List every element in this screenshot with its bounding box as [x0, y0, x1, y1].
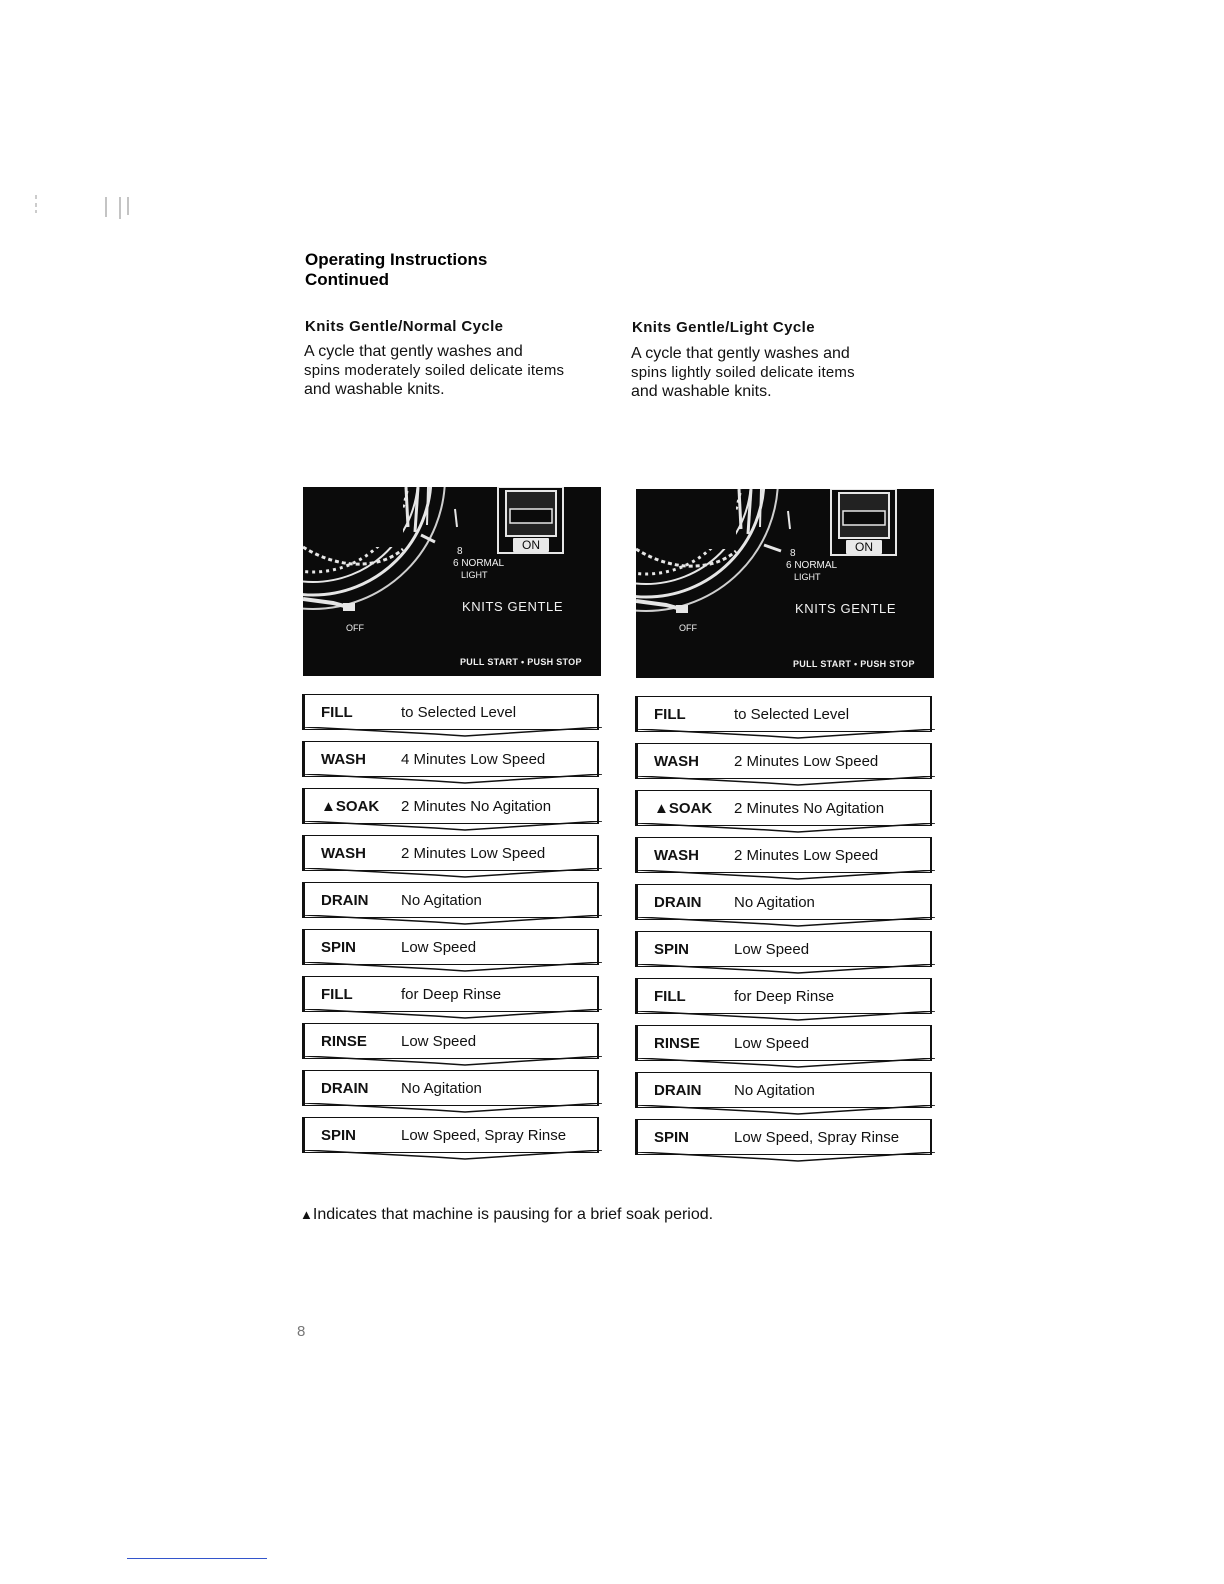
cycle-description-normal	[304, 342, 604, 399]
step-name: SPIN	[321, 1127, 357, 1144]
cycle-step	[635, 931, 932, 967]
cycle-step	[635, 790, 932, 826]
cycle-steps-light	[635, 696, 932, 1166]
step-arrow	[305, 1009, 602, 1019]
step-name: FILL	[654, 706, 686, 723]
dial-mark-8: 8	[457, 546, 463, 557]
cycle-step	[635, 1119, 932, 1155]
dial-mark-8: 8	[790, 548, 796, 559]
pull-start-label: PULL START • PUSH STOP	[793, 659, 915, 669]
step-arrow	[305, 821, 602, 831]
cycle-step	[635, 743, 932, 779]
cycle-step	[302, 1070, 599, 1106]
cycle-title-light: Knits Gentle/Light Cycle	[632, 319, 815, 336]
step-description: 2 Minutes No Agitation	[401, 798, 552, 815]
desc-line: A cycle that gently washes and	[631, 345, 850, 362]
step-description: No Agitation	[401, 892, 482, 909]
step-arrow	[305, 1150, 602, 1160]
page-number: 8	[297, 1323, 306, 1340]
step-name: DRAIN	[654, 1082, 702, 1099]
step-description: to Selected Level	[401, 704, 517, 721]
soak-footnote	[300, 1206, 713, 1224]
cycle-step	[302, 788, 599, 824]
step-arrow	[305, 868, 602, 878]
step-description: No Agitation	[734, 894, 815, 911]
step-arrow	[638, 1105, 935, 1115]
cycle-step	[635, 1025, 932, 1061]
on-indicator: ON	[846, 540, 882, 554]
step-description: 4 Minutes Low Speed	[401, 751, 546, 768]
step-name: WASH	[321, 751, 366, 768]
step-name: DRAIN	[654, 894, 702, 911]
step-name: ▲SOAK	[654, 800, 713, 817]
page-heading	[305, 250, 487, 290]
desc-line: A cycle that gently washes and	[304, 343, 523, 360]
dial-mark-normal: 6 NORMAL	[453, 558, 505, 569]
step-arrow	[638, 776, 935, 786]
cycle-step	[302, 835, 599, 871]
step-description: for Deep Rinse	[734, 988, 835, 1005]
triangle-icon: ▲	[300, 1207, 313, 1222]
step-description: No Agitation	[401, 1080, 482, 1097]
step-arrow	[638, 964, 935, 974]
pull-start-label: PULL START • PUSH STOP	[460, 657, 582, 667]
on-indicator: ON	[513, 538, 549, 552]
step-name: RINSE	[654, 1035, 700, 1052]
cycle-step	[302, 741, 599, 777]
cycle-step	[635, 1072, 932, 1108]
step-name: SPIN	[654, 941, 690, 958]
step-arrow	[638, 729, 935, 739]
cycle-step	[302, 1023, 599, 1059]
step-name: DRAIN	[321, 1080, 369, 1097]
step-description: Low Speed	[401, 939, 477, 956]
cycle-step	[635, 696, 932, 732]
step-description: to Selected Level	[734, 706, 850, 723]
margin-ticks	[100, 195, 140, 220]
step-name: ▲SOAK	[321, 798, 380, 815]
step-arrow	[638, 917, 935, 927]
cycle-step	[302, 882, 599, 918]
step-description: for Deep Rinse	[401, 986, 502, 1003]
dial-mark-light: LIGHT	[794, 572, 821, 582]
step-arrow	[638, 823, 935, 833]
step-name: SPIN	[321, 939, 357, 956]
step-name: FILL	[321, 986, 353, 1003]
cycle-label: KNITS GENTLE	[462, 599, 564, 614]
step-arrow	[638, 870, 935, 880]
step-arrow	[305, 1056, 602, 1066]
step-description: 2 Minutes Low Speed	[401, 845, 546, 862]
margin-mark	[33, 195, 39, 215]
bottom-rule	[127, 1558, 267, 1559]
step-description: 2 Minutes No Agitation	[734, 800, 885, 817]
step-description: 2 Minutes Low Speed	[734, 753, 879, 770]
step-description: Low Speed	[734, 941, 810, 958]
step-name: FILL	[321, 704, 353, 721]
cycle-description-light	[631, 344, 931, 401]
off-mark: OFF	[679, 623, 697, 633]
step-name: RINSE	[321, 1033, 367, 1050]
cycle-steps-normal	[302, 694, 599, 1164]
control-panel-illustration-light	[636, 489, 934, 678]
cycle-title-normal: Knits Gentle/Normal Cycle	[305, 318, 504, 335]
footnote-text: Indicates that machine is pausing for a brief soak period.	[312, 1206, 714, 1223]
dial-mark-light: LIGHT	[461, 570, 488, 580]
step-arrow	[305, 774, 602, 784]
step-name: WASH	[321, 845, 366, 862]
step-description: 2 Minutes Low Speed	[734, 847, 879, 864]
cycle-label: KNITS GENTLE	[795, 601, 897, 616]
step-description: Low Speed, Spray Rinse	[401, 1127, 567, 1144]
off-mark: OFF	[346, 623, 364, 633]
step-description: Low Speed, Spray Rinse	[734, 1129, 900, 1146]
cycle-step	[302, 976, 599, 1012]
dial-graphic	[303, 487, 601, 676]
heading-subtitle: Continued	[305, 270, 390, 289]
step-description: No Agitation	[734, 1082, 815, 1099]
step-name: FILL	[654, 988, 686, 1005]
desc-line: and washable knits.	[631, 383, 772, 400]
step-arrow	[638, 1058, 935, 1068]
cycle-step	[635, 837, 932, 873]
step-name: SPIN	[654, 1129, 690, 1146]
step-arrow	[305, 962, 602, 972]
desc-line: spins moderately soiled delicate items	[304, 362, 565, 379]
step-name: WASH	[654, 847, 699, 864]
cycle-step	[302, 1117, 599, 1153]
step-arrow	[305, 727, 602, 737]
step-arrow	[638, 1152, 935, 1162]
cycle-step	[302, 929, 599, 965]
control-panel-illustration-normal	[303, 487, 601, 676]
step-name: DRAIN	[321, 892, 369, 909]
step-description: Low Speed	[401, 1033, 477, 1050]
cycle-step	[635, 978, 932, 1014]
step-name: WASH	[654, 753, 699, 770]
step-arrow	[638, 1011, 935, 1021]
step-arrow	[305, 1103, 602, 1113]
step-description: Low Speed	[734, 1035, 810, 1052]
cycle-step	[635, 884, 932, 920]
heading-title: Operating Instructions	[305, 250, 488, 269]
desc-line: spins lightly soiled delicate items	[631, 364, 855, 381]
dial-mark-normal: 6 NORMAL	[786, 560, 838, 571]
dial-graphic	[636, 489, 934, 678]
step-arrow	[305, 915, 602, 925]
desc-line: and washable knits.	[304, 381, 445, 398]
cycle-step	[302, 694, 599, 730]
